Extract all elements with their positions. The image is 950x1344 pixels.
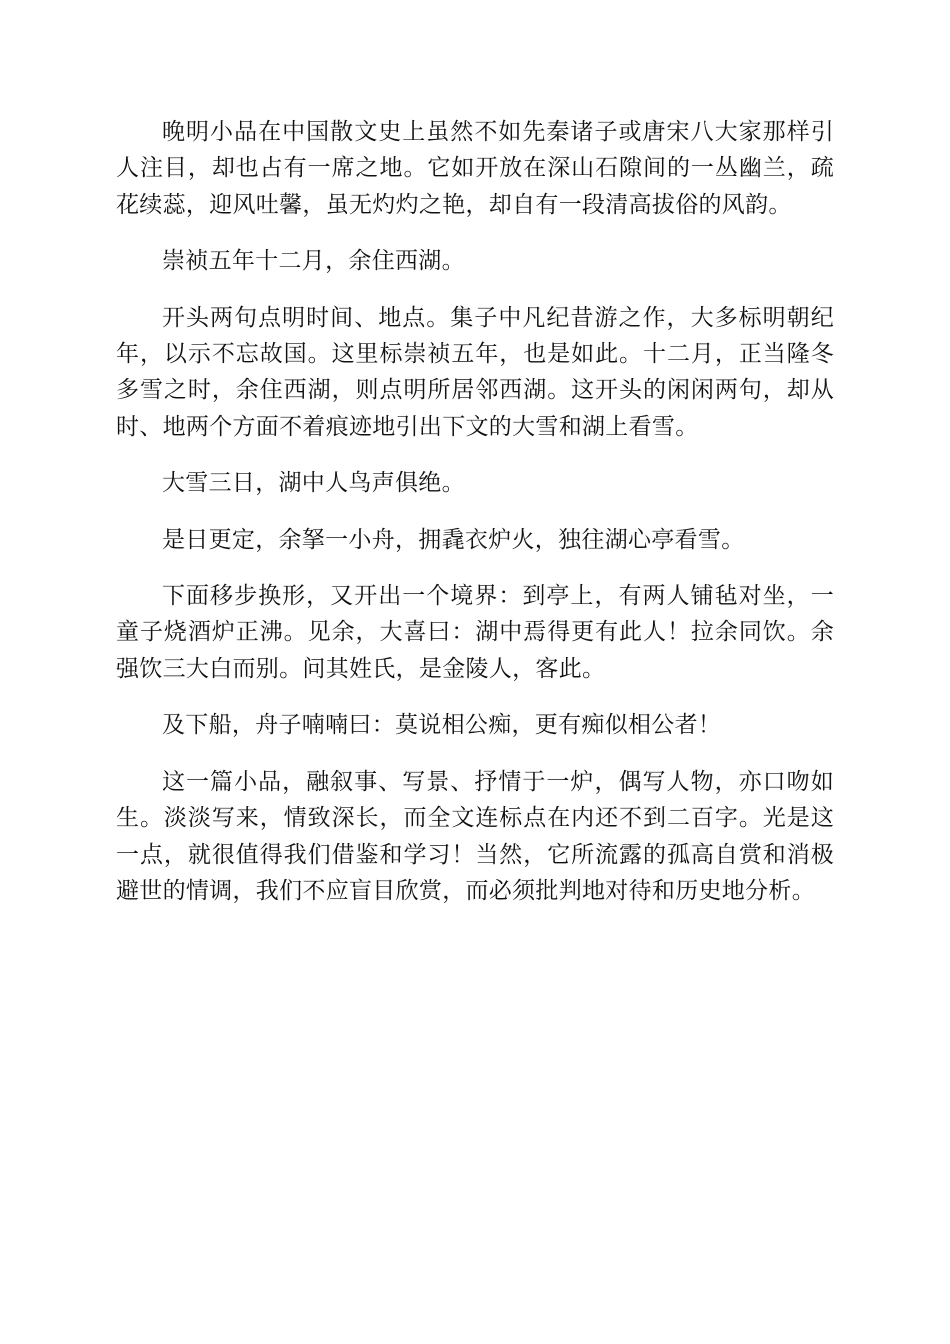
paragraph-quote-1: 崇祯五年十二月，余住西湖。 xyxy=(162,248,465,275)
paragraph-quote-2: 大雪三日，湖中人鸟声俱绝。 xyxy=(162,470,465,497)
paragraph-conclusion: 这一篇小品，融叙事、写景、抒情于一炉，偶写人物，亦口吻如生。淡淡写来，情致深长，而全文连标点在内还不到二百字。光是这一点，就很值得我们借鉴和学习！当然，它所流露的孤高自赏和消极避世的情调，我们不应盲目欣赏，而必须批判地对待和历史地分析。 xyxy=(116,768,834,904)
paragraph-quote-4: 及下船，舟子喃喃曰：莫说相公痴，更有痴似相公者！ xyxy=(162,712,722,739)
paragraph-quote-3: 是日更定，余拏一小舟，拥毳衣炉火，独往湖心亭看雪。 xyxy=(162,526,745,553)
document-body xyxy=(116,114,834,929)
paragraph-commentary-1: 开头两句点明时间、地点。集子中凡纪昔游之作，大多标明朝纪年，以示不忘故国。这里标崇祯五年，也是如此。十二月，正当隆冬多雪之时，余住西湖，则点明所居邻西湖。这开头的闲闲两句，却从时、地两个方面不着痕迹地引出下文的大雪和湖上看雪。 xyxy=(116,304,834,440)
paragraph-intro: 晚明小品在中国散文史上虽然不如先秦诸子或唐宋八大家那样引人注目，却也占有一席之地。它如开放在深山石隙间的一丛幽兰，疏花续蕊，迎风吐馨，虽无灼灼之艳，却自有一段清高拔俗的风韵。 xyxy=(116,119,834,218)
paragraph-commentary-2: 下面移步换形，又开出一个境界：到亭上，有两人铺毡对坐，一童子烧酒炉正沸。见余，大喜曰：湖中焉得更有此人！拉余同饮。余强饮三大白而别。问其姓氏，是金陵人，客此。 xyxy=(116,583,834,682)
